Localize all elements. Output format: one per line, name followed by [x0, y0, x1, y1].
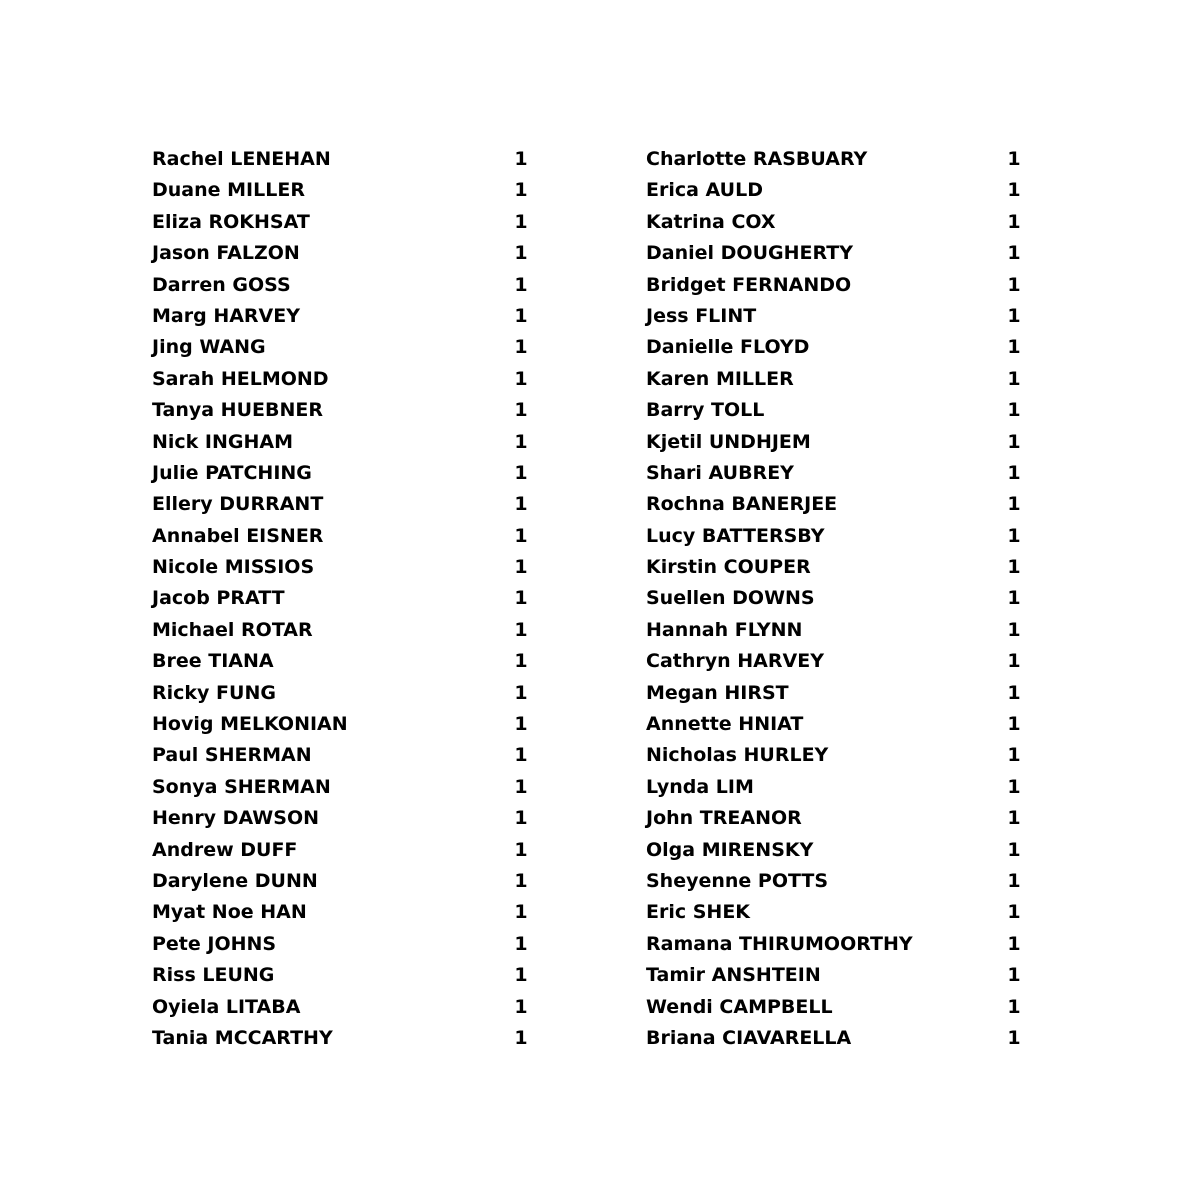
list-item	[646, 709, 1026, 740]
person-score: 1	[514, 273, 528, 296]
person-name: Wendi CAMPBELL	[646, 995, 833, 1018]
list-item	[646, 552, 1026, 583]
right-column	[646, 144, 1026, 1054]
person-name: Julie PATCHING	[152, 461, 312, 484]
person-name: Darylene DUNN	[152, 869, 318, 892]
list-item	[646, 521, 1026, 552]
list-item	[152, 207, 532, 238]
person-name: Briana CIAVARELLA	[646, 1026, 852, 1049]
person-score: 1	[514, 587, 528, 610]
person-score: 1	[1007, 461, 1021, 484]
person-score: 1	[1007, 807, 1021, 830]
list-item	[152, 301, 532, 332]
list-item	[646, 740, 1026, 771]
list-item	[152, 929, 532, 960]
person-name: Oyiela LITABA	[152, 995, 301, 1018]
list-item	[646, 364, 1026, 395]
person-name: Nicole MISSIOS	[152, 556, 315, 579]
person-score: 1	[514, 148, 528, 170]
list-item	[152, 427, 532, 458]
list-item	[152, 489, 532, 520]
person-score: 1	[514, 556, 528, 579]
person-name: Jacob PRATT	[152, 587, 285, 610]
list-item	[646, 678, 1026, 709]
person-name: Pete JOHNS	[152, 932, 277, 955]
person-score: 1	[1007, 179, 1021, 202]
list-item	[646, 1023, 1026, 1054]
person-score: 1	[1007, 210, 1021, 233]
person-name: Eliza ROKHSAT	[152, 210, 310, 233]
person-score: 1	[514, 304, 528, 327]
person-name: Barry TOLL	[646, 399, 765, 422]
person-name: Ricky FUNG	[152, 681, 276, 704]
person-name: Ellery DURRANT	[152, 493, 324, 516]
list-item	[646, 489, 1026, 520]
person-name: Tania MCCARTHY	[152, 1026, 333, 1049]
left-column	[152, 144, 532, 1054]
person-name: Jing WANG	[152, 336, 266, 359]
list-item	[152, 364, 532, 395]
list-item	[646, 929, 1026, 960]
person-score: 1	[514, 210, 528, 233]
person-score: 1	[1007, 964, 1021, 987]
person-name: Rochna BANERJEE	[646, 493, 838, 516]
person-score: 1	[514, 493, 528, 516]
person-score: 1	[514, 430, 528, 453]
list-item	[152, 678, 532, 709]
list-item	[646, 175, 1026, 206]
list-item	[152, 772, 532, 803]
person-score: 1	[514, 461, 528, 484]
person-name: Tamir ANSHTEIN	[646, 964, 821, 987]
person-name: Henry DAWSON	[152, 807, 320, 830]
person-name: Jason FALZON	[152, 242, 300, 265]
person-name: Sheyenne POTTS	[646, 869, 829, 892]
person-name: Hovig MELKONIAN	[152, 713, 348, 736]
person-score: 1	[514, 807, 528, 830]
person-name: Hannah FLYNN	[646, 618, 803, 641]
person-name: Megan HIRST	[646, 681, 789, 704]
person-name: Olga MIRENSKY	[646, 838, 814, 861]
person-name: Duane MILLER	[152, 179, 305, 202]
list-item	[152, 458, 532, 489]
person-name: Suellen DOWNS	[646, 587, 815, 610]
person-name: Darren GOSS	[152, 273, 291, 296]
person-name: Jess FLINT	[646, 304, 757, 327]
list-item	[152, 960, 532, 991]
person-name: Riss LEUNG	[152, 964, 275, 987]
list-item	[152, 521, 532, 552]
person-score: 1	[514, 618, 528, 641]
person-score: 1	[1007, 901, 1021, 924]
list-item	[646, 207, 1026, 238]
person-score: 1	[1007, 524, 1021, 547]
person-name: Annette HNIAT	[646, 713, 804, 736]
person-name: Lucy BATTERSBY	[646, 524, 825, 547]
person-score: 1	[1007, 744, 1021, 767]
list-item	[152, 270, 532, 301]
person-score: 1	[514, 336, 528, 359]
person-name: Charlotte RASBUARY	[646, 148, 868, 170]
person-name: Marg HARVEY	[152, 304, 300, 327]
person-score: 1	[514, 524, 528, 547]
list-item	[152, 175, 532, 206]
list-item	[646, 646, 1026, 677]
person-score: 1	[1007, 430, 1021, 453]
person-score: 1	[1007, 587, 1021, 610]
list-item	[646, 866, 1026, 897]
person-score: 1	[514, 744, 528, 767]
person-score: 1	[1007, 367, 1021, 390]
person-score: 1	[514, 681, 528, 704]
person-score: 1	[1007, 556, 1021, 579]
list-item	[646, 897, 1026, 928]
person-score: 1	[514, 964, 528, 987]
list-item	[646, 615, 1026, 646]
person-name: Lynda LIM	[646, 775, 754, 798]
list-item	[646, 803, 1026, 834]
list-item	[646, 992, 1026, 1023]
person-score: 1	[1007, 336, 1021, 359]
person-name: Rachel LENEHAN	[152, 148, 331, 170]
person-score: 1	[514, 932, 528, 955]
person-score: 1	[514, 1026, 528, 1049]
person-name: Eric SHEK	[646, 901, 751, 924]
person-score: 1	[514, 399, 528, 422]
person-score: 1	[514, 242, 528, 265]
person-name: Kirstin COUPER	[646, 556, 811, 579]
person-name: Danielle FLOYD	[646, 336, 810, 359]
list-item	[152, 803, 532, 834]
person-name: Katrina COX	[646, 210, 776, 233]
person-score: 1	[1007, 618, 1021, 641]
person-name: Nick INGHAM	[152, 430, 294, 453]
person-score: 1	[1007, 775, 1021, 798]
list-item	[646, 332, 1026, 363]
list-item	[646, 960, 1026, 991]
list-item	[152, 709, 532, 740]
person-score: 1	[1007, 1026, 1021, 1049]
person-score: 1	[1007, 681, 1021, 704]
person-name: Karen MILLER	[646, 367, 794, 390]
list-item	[152, 866, 532, 897]
person-score: 1	[514, 838, 528, 861]
person-score: 1	[1007, 273, 1021, 296]
person-name: Tanya HUEBNER	[152, 399, 323, 422]
person-name: Erica AULD	[646, 179, 763, 202]
person-score: 1	[1007, 242, 1021, 265]
list-item	[152, 238, 532, 269]
list-item	[646, 835, 1026, 866]
person-name: Michael ROTAR	[152, 618, 313, 641]
list-item	[152, 552, 532, 583]
list-item	[152, 992, 532, 1023]
list-item	[152, 1023, 532, 1054]
person-score: 1	[514, 995, 528, 1018]
list-item	[152, 835, 532, 866]
list-item	[646, 458, 1026, 489]
list-item	[646, 144, 1026, 175]
person-score: 1	[514, 179, 528, 202]
person-score: 1	[1007, 932, 1021, 955]
list-item	[646, 270, 1026, 301]
person-name: Annabel EISNER	[152, 524, 324, 547]
list-item	[646, 395, 1026, 426]
person-score: 1	[514, 775, 528, 798]
list-item	[152, 144, 532, 175]
person-name: Nicholas HURLEY	[646, 744, 829, 767]
person-name: Sarah HELMOND	[152, 367, 329, 390]
person-name: John TREANOR	[646, 807, 802, 830]
person-score: 1	[1007, 713, 1021, 736]
list-item	[646, 772, 1026, 803]
list-item	[646, 301, 1026, 332]
person-score: 1	[514, 367, 528, 390]
person-score: 1	[1007, 650, 1021, 673]
person-score: 1	[1007, 304, 1021, 327]
list-item	[646, 238, 1026, 269]
person-score: 1	[1007, 148, 1021, 170]
person-score: 1	[514, 901, 528, 924]
person-score: 1	[514, 869, 528, 892]
person-name: Ramana THIRUMOORTHY	[646, 932, 913, 955]
list-item	[152, 332, 532, 363]
list-item	[152, 583, 532, 614]
person-score: 1	[1007, 493, 1021, 516]
person-name: Kjetil UNDHJEM	[646, 430, 811, 453]
list-item	[646, 583, 1026, 614]
person-score: 1	[1007, 399, 1021, 422]
person-score: 1	[1007, 869, 1021, 892]
person-name: Myat Noe HAN	[152, 901, 307, 924]
list-item	[152, 646, 532, 677]
person-name: Cathryn HARVEY	[646, 650, 824, 673]
person-score: 1	[514, 650, 528, 673]
person-name: Paul SHERMAN	[152, 744, 312, 767]
list-item	[646, 427, 1026, 458]
person-name: Andrew DUFF	[152, 838, 298, 861]
person-name: Daniel DOUGHERTY	[646, 242, 853, 265]
person-score: 1	[1007, 995, 1021, 1018]
person-score: 1	[514, 713, 528, 736]
list-item	[152, 615, 532, 646]
person-name: Shari AUBREY	[646, 461, 794, 484]
person-name: Bree TIANA	[152, 650, 274, 673]
list-item	[152, 897, 532, 928]
person-name: Bridget FERNANDO	[646, 273, 852, 296]
person-name: Sonya SHERMAN	[152, 775, 331, 798]
list-item	[152, 740, 532, 771]
list-item	[152, 395, 532, 426]
person-score: 1	[1007, 838, 1021, 861]
